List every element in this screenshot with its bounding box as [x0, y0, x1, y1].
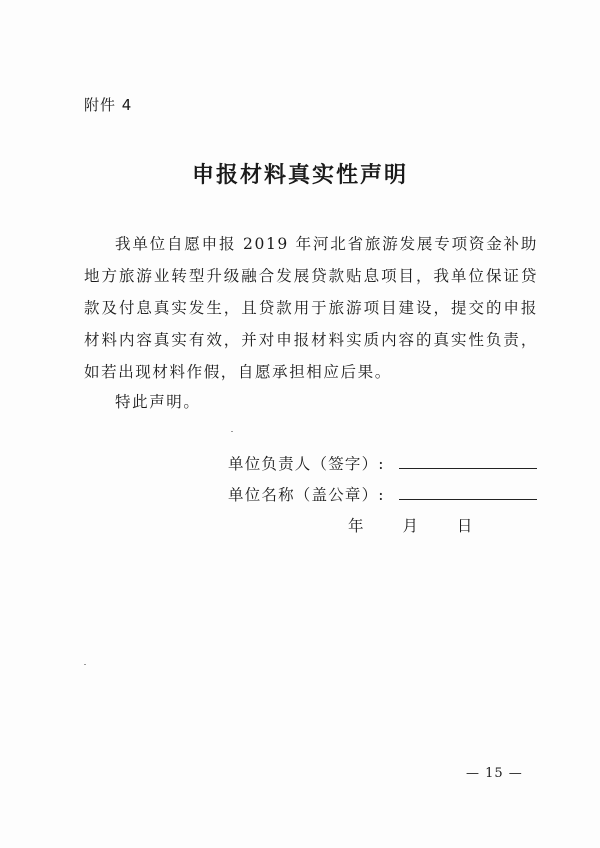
signature-line[interactable] [399, 454, 537, 469]
closing-statement: 特此声明。 [115, 393, 201, 411]
unit-name-label: 单位名称（盖公章）: [228, 486, 385, 504]
date-year: 年 [348, 517, 364, 535]
attachment-label: 附件 4 [84, 96, 133, 114]
declaration-body: 我单位自愿申报 2019 年河北省旅游发展专项资金补助地方旅游业转型升级融合发展贷款贴息项目，我单位保证贷款及付息真实发生，且贷款用于旅游项目建设，提交的申报材料内容真实有效，并对申报材料实质内容的真实性负责，如若出现材料作假，自愿承担相应后果。 [84, 235, 538, 381]
responsible-person-label: 单位负责人（签字）: [228, 455, 385, 473]
document-title: 申报材料真实性声明 [191, 162, 408, 188]
seal-line[interactable] [399, 485, 537, 500]
date-day: 日 [456, 517, 473, 535]
date-month: 月 [402, 517, 418, 535]
date-row [348, 514, 472, 536]
responsible-person-row [228, 452, 537, 474]
scan-speck [231, 431, 233, 432]
page-number: — 15 — [466, 766, 523, 781]
scan-speck [84, 664, 86, 665]
unit-name-row [228, 483, 537, 505]
